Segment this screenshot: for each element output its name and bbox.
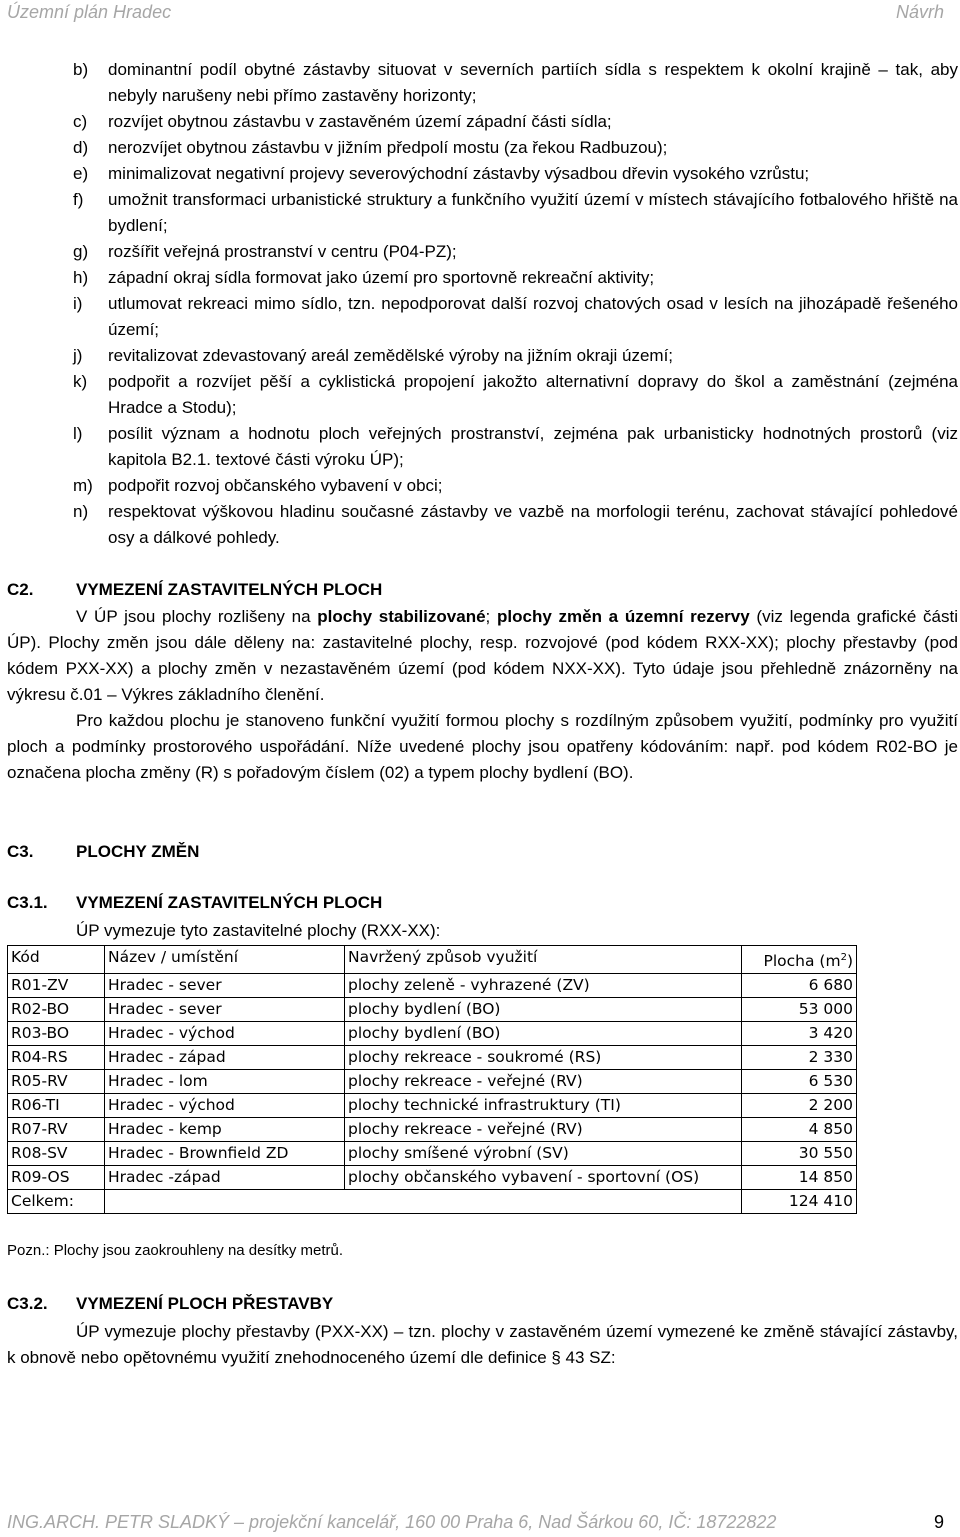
table-row — [8, 1166, 857, 1190]
list-item — [0, 109, 960, 135]
list-item-text: dominantní podíl obytné zástavby situovat v severních partiích sídla s respektem k okolní krajině – tak, aby nebyly narušeny nebi přímo zastavěny horizonty; — [108, 60, 958, 105]
goals-list — [0, 57, 960, 551]
cell-zpusob: plochy technické infrastruktury (TI) — [345, 1094, 742, 1118]
cell-zpusob: plochy rekreace - veřejné (RV) — [345, 1118, 742, 1142]
col-header-nazev: Název / umístění — [105, 946, 345, 974]
list-item — [0, 499, 960, 551]
cell-zpusob: plochy občanského vybavení - sportovní (OS) — [345, 1166, 742, 1190]
total-label: Celkem: — [8, 1190, 105, 1214]
table-row — [8, 1070, 857, 1094]
list-item-label: h) — [73, 268, 89, 287]
cell-nazev: Hradec -západ — [105, 1166, 345, 1190]
table-row — [8, 974, 857, 998]
cell-plocha: 6 680 — [742, 974, 857, 998]
list-item — [0, 343, 960, 369]
cell-zpusob: plochy bydlení (BO) — [345, 998, 742, 1022]
footer — [7, 1512, 944, 1533]
list-item-label: g) — [73, 242, 89, 261]
list-item-text: minimalizovat negativní projevy severovýchodní zástavby výsadbou dřevin vysokého vzrůstu; — [108, 164, 810, 183]
cell-zpusob: plochy bydlení (BO) — [345, 1022, 742, 1046]
cell-zpusob: plochy zeleně - vyhrazené (ZV) — [345, 974, 742, 998]
table-header-row — [8, 946, 857, 974]
list-item-text: respektovat výškovou hladinu současné zástavby ve vazbě na morfologii terénu, zachovat stávající pohledové osy a dálkové pohledy. — [108, 502, 958, 547]
list-item-label: c) — [73, 112, 88, 131]
list-item-text: západní okraj sídla formovat jako území pro sportovně rekreační aktivity; — [108, 268, 655, 287]
list-item-text: rozvíjet obytnou zástavbu v zastavěném území západní části sídla; — [108, 112, 612, 131]
cell-kod: R07-RV — [8, 1118, 105, 1142]
section-c2-paragraph-2: Pro každou plochu je stanoveno funkční využití formou plochy s rozdílným způsobem využití, podmínky pro využití ploch a podmínky prostorového uspořádání. Níže uvedené plochy jsou opatřeny kódováním: např. pod kódem R02-BO je označena plocha změny (R) s pořadovým číslem (02) a typem plochy bydlení (BO). — [7, 711, 958, 782]
list-item — [0, 57, 960, 109]
cell-nazev: Hradec - východ — [105, 1022, 345, 1046]
cell-nazev: Hradec - západ — [105, 1046, 345, 1070]
list-item-text: nerozvíjet obytnou zástavbu v jižním předpolí mostu (za řekou Radbuzou); — [108, 138, 668, 157]
table-row — [8, 1142, 857, 1166]
section-c32-text: ÚP vymezuje plochy přestavby (PXX-XX) – tzn. plochy v zastavěném území vymezené ke změně stávající zástavby, k obnově nebo opětovnému využití znehodnoceného území dle definice § 43 SZ: — [7, 1322, 958, 1367]
list-item-text: podpořit a rozvíjet pěší a cyklistická propojení jakožto alternativní dopravy do škol a zaměstnání (zejména Hradce a Stodu); — [108, 372, 958, 417]
list-item — [0, 187, 960, 239]
list-item-text: utlumovat rekreaci mimo sídlo, tzn. nepodporovat další rozvoj chatových osad v lesích na jihozápadě řešeného území; — [108, 294, 958, 339]
list-item — [0, 473, 960, 499]
cell-plocha: 30 550 — [742, 1142, 857, 1166]
list-item-text: posílit význam a hodnotu ploch veřejných prostranství, zejména pak urbanisticky hodnotných prostorů (viz kapitola B2.1. textové části výroku ÚP); — [108, 424, 958, 469]
cell-nazev: Hradec - Brownfield ZD — [105, 1142, 345, 1166]
list-item-text: rozšířit veřejná prostranství v centru (P04-PZ); — [108, 242, 457, 261]
cell-kod: R08-SV — [8, 1142, 105, 1166]
table-note: Pozn.: Plochy jsou zaokrouhleny na desítky metrů. — [7, 1242, 344, 1259]
list-item-label: f) — [73, 190, 84, 209]
cell-nazev: Hradec - sever — [105, 974, 345, 998]
cell-plocha: 4 850 — [742, 1118, 857, 1142]
list-item-text: revitalizovat zdevastovaný areál zemědělské výroby na jižním okraji území; — [108, 346, 674, 365]
list-item-label: e) — [73, 164, 89, 183]
cell-zpusob: plochy rekreace - veřejné (RV) — [345, 1070, 742, 1094]
list-item-label: k) — [73, 372, 88, 391]
col-header-plocha: Plocha $(m^2)$ — [742, 946, 857, 974]
list-item-label: n) — [73, 502, 89, 521]
header-status: Návrh — [895, 2, 944, 22]
list-item-label: m) — [73, 476, 93, 495]
header-title: Územní plán Hradec — [7, 2, 172, 22]
list-item-label: j) — [73, 346, 83, 365]
cell-nazev: Hradec - kemp — [105, 1118, 345, 1142]
total-value: 124 410 — [742, 1190, 857, 1214]
list-item — [0, 161, 960, 187]
list-item — [0, 291, 960, 343]
cell-zpusob: plochy rekreace - soukromé (RS) — [345, 1046, 742, 1070]
cell-nazev: Hradec - lom — [105, 1070, 345, 1094]
cell-nazev: Hradec - sever — [105, 998, 345, 1022]
page-number: 9 — [933, 1512, 944, 1532]
list-item-text: podpořit rozvoj občanského vybavení v obci; — [108, 476, 443, 495]
cell-zpusob: plochy smíšené výrobní (SV) — [345, 1142, 742, 1166]
cell-kod: R05-RV — [8, 1070, 105, 1094]
col-header-zpusob: Navržený způsob využití — [345, 946, 742, 974]
table-row — [8, 1094, 857, 1118]
cell-kod: R06-TI — [8, 1094, 105, 1118]
table-row — [8, 1022, 857, 1046]
list-item-text: umožnit transformaci urbanistické struktury a funkčního využití území v místech stávajícího fotbalového hřiště na bydlení; — [108, 190, 958, 235]
table-row — [8, 1118, 857, 1142]
cell-kod: R04-RS — [8, 1046, 105, 1070]
table-row — [8, 998, 857, 1022]
list-item — [0, 265, 960, 291]
cell-kod: R02-BO — [8, 998, 105, 1022]
cell-plocha: 6 530 — [742, 1070, 857, 1094]
list-item-label: l) — [73, 424, 83, 443]
list-item — [0, 421, 960, 473]
section-c2-paragraph-1: V ÚP jsou plochy rozlišeny na plochy stabilizované; plochy změn a územní rezervy (viz legenda grafické části ÚP). Plochy změn jsou dále děleny na: zastavitelné plochy, resp. rozvojové (pod kódem RXX-XX); plochy přestavby (pod kódem PXX-XX) a plochy změn v nezastavěném území (pod kódem NXX-XX). Tyto údaje jsou přehledně znázorněny na výkresu č.01 – Výkres základního členění. — [7, 607, 958, 704]
zastavitelne-plochy-table — [7, 945, 857, 1214]
footer-text: ING.ARCH. PETR SLADKÝ – projekční kancelář, 160 00 Praha 6, Nad Šárkou 60, IČ: 18722822 — [7, 1512, 777, 1532]
cell-plocha: 2 200 — [742, 1094, 857, 1118]
list-item-label: i) — [73, 294, 83, 313]
cell-plocha: 3 420 — [742, 1022, 857, 1046]
cell-nazev: Hradec - východ — [105, 1094, 345, 1118]
table-row — [8, 1046, 857, 1070]
section-c31-intro: ÚP vymezuje tyto zastavitelné plochy (RXX-XX): — [76, 921, 441, 940]
cell-kod: R01-ZV — [8, 974, 105, 998]
list-item-label: b) — [73, 60, 89, 79]
table-total-row — [8, 1190, 857, 1214]
list-item — [0, 369, 960, 421]
list-item — [0, 239, 960, 265]
list-item-label: d) — [73, 138, 89, 157]
cell-plocha: 2 330 — [742, 1046, 857, 1070]
cell-plocha: 14 850 — [742, 1166, 857, 1190]
cell-kod: R09-OS — [8, 1166, 105, 1190]
cell-plocha: 53 000 — [742, 998, 857, 1022]
col-header-kod: Kód — [8, 946, 105, 974]
list-item — [0, 135, 960, 161]
cell-kod: R03-BO — [8, 1022, 105, 1046]
